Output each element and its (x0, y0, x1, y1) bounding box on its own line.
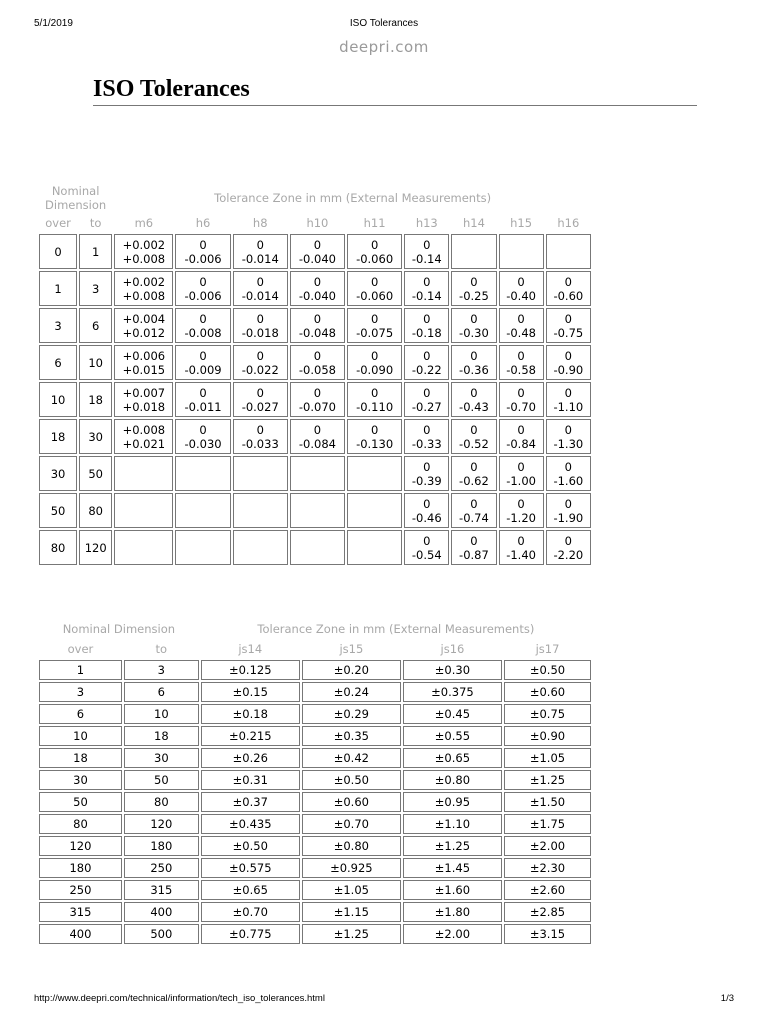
table-cell: +0.004 +0.012 (114, 308, 173, 343)
table-cell: ±0.50 (302, 770, 401, 790)
table-cell: ±3.15 (504, 924, 591, 944)
table-cell: 0 -0.060 (347, 234, 402, 269)
table-cell: 18 (39, 748, 122, 768)
table-cell: 10 (39, 382, 77, 417)
table-cell: ±0.31 (201, 770, 300, 790)
table-cell: 0 -0.14 (404, 271, 449, 306)
table-cell: 0 -0.70 (499, 382, 544, 417)
table-cell: ±0.37 (201, 792, 300, 812)
column-header-row (39, 214, 591, 232)
table-cell: 0 -1.30 (546, 419, 591, 454)
table-cell: 0 -0.048 (290, 308, 345, 343)
table-cell: 0 -2.20 (546, 530, 591, 565)
table-cell: 0 -0.040 (290, 234, 345, 269)
table-cell: ±0.70 (302, 814, 401, 834)
table-cell: 180 (124, 836, 199, 856)
table-cell: ±0.575 (201, 858, 300, 878)
column-header: js15 (339, 642, 364, 656)
table-cell: ±0.45 (403, 704, 502, 724)
table-cell: 0 -0.006 (175, 234, 230, 269)
table-cell: ±0.65 (403, 748, 502, 768)
table-cell: 18 (39, 419, 77, 454)
tolerance-table-h (37, 182, 593, 567)
table-cell: 120 (124, 814, 199, 834)
table-cell (114, 530, 173, 565)
table-cell: ±1.25 (504, 770, 591, 790)
table-cell: 0 -0.018 (233, 308, 288, 343)
table-cell: ±0.65 (201, 880, 300, 900)
table-row (39, 924, 591, 944)
source-url: http://www.deepri.com/technical/information/tech_iso_tolerances.html (34, 993, 325, 1004)
table-row (39, 880, 591, 900)
table-cell: 0 -0.110 (347, 382, 402, 417)
table-cell: 0 -0.060 (347, 271, 402, 306)
column-header: to (155, 642, 168, 656)
page-title: ISO Tolerances (93, 76, 697, 106)
table-cell: 50 (79, 456, 112, 491)
table-cell: 250 (39, 880, 122, 900)
table-cell: 315 (39, 902, 122, 922)
table-row (39, 792, 591, 812)
table-row (39, 493, 591, 528)
page-number: 1/3 (720, 993, 734, 1004)
column-header: h8 (252, 216, 268, 230)
table-cell (546, 234, 591, 269)
table-cell (290, 530, 345, 565)
column-header: m6 (134, 216, 154, 230)
table-cell: 0 -0.009 (175, 345, 230, 380)
table-row (39, 858, 591, 878)
table-row (39, 271, 591, 306)
table-cell: 0 -0.84 (499, 419, 544, 454)
table-cell: 0 -0.090 (347, 345, 402, 380)
tolerance-zone-header: Tolerance Zone in mm (External Measurements) (214, 191, 492, 205)
table-cell: 0 -0.033 (233, 419, 288, 454)
table-row (39, 456, 591, 491)
table-cell: 0 -0.070 (290, 382, 345, 417)
table-row (39, 682, 591, 702)
table-row (39, 836, 591, 856)
table-cell: 0 -0.46 (404, 493, 449, 528)
table-cell (233, 530, 288, 565)
table-cell: ±0.60 (302, 792, 401, 812)
table-cell: ±0.80 (403, 770, 502, 790)
table-row (39, 382, 591, 417)
table-cell: ±2.60 (504, 880, 591, 900)
table-cell (114, 456, 173, 491)
column-header: h16 (557, 216, 580, 230)
column-header: h14 (462, 216, 485, 230)
table-cell: 0 -0.014 (233, 234, 288, 269)
print-title: ISO Tolerances (349, 18, 419, 29)
table-cell: 315 (124, 880, 199, 900)
table-cell: 0 -0.058 (290, 345, 345, 380)
table-cell: +0.006 +0.015 (114, 345, 173, 380)
table-cell: 80 (124, 792, 199, 812)
table-cell: 250 (124, 858, 199, 878)
table-cell: 0 -1.90 (546, 493, 591, 528)
table-cell: 80 (39, 814, 122, 834)
table-cell: ±0.375 (403, 682, 502, 702)
table-cell: 3 (39, 308, 77, 343)
table-cell: ±0.70 (201, 902, 300, 922)
table-cell: 80 (79, 493, 112, 528)
table-cell: 30 (124, 748, 199, 768)
table-cell: 0 -0.33 (404, 419, 449, 454)
table-cell: 0 -1.10 (546, 382, 591, 417)
table-cell: +0.007 +0.018 (114, 382, 173, 417)
table-cell: 400 (124, 902, 199, 922)
table-cell: ±0.26 (201, 748, 300, 768)
table-cell: 0 -0.030 (175, 419, 230, 454)
table-cell: ±1.10 (403, 814, 502, 834)
table-cell (347, 530, 402, 565)
table-cell: +0.002 +0.008 (114, 234, 173, 269)
table-cell: ±0.435 (201, 814, 300, 834)
table-cell: 3 (79, 271, 112, 306)
table-cell: ±1.45 (403, 858, 502, 878)
table-cell: 3 (39, 682, 122, 702)
table-cell: ±0.215 (201, 726, 300, 746)
table-cell: ±0.35 (302, 726, 401, 746)
table-cell: ±2.00 (403, 924, 502, 944)
table-cell: 0 -0.48 (499, 308, 544, 343)
table-row (39, 530, 591, 565)
table-cell: 400 (39, 924, 122, 944)
table-cell: 180 (39, 858, 122, 878)
table-row (39, 704, 591, 724)
table-cell: 0 -0.022 (233, 345, 288, 380)
table-cell: ±1.50 (504, 792, 591, 812)
table-cell: 0 -0.027 (233, 382, 288, 417)
table-body (39, 660, 591, 944)
table-cell: ±0.42 (302, 748, 401, 768)
table-cell (347, 493, 402, 528)
column-header: js17 (535, 642, 560, 656)
table-cell: 1 (39, 660, 122, 680)
table-row (39, 308, 591, 343)
table-cell: 0 -0.25 (451, 271, 496, 306)
print-footer (34, 993, 734, 1007)
table-cell: ±0.55 (403, 726, 502, 746)
column-header-row (39, 640, 591, 658)
table-cell: ±1.05 (302, 880, 401, 900)
table-cell: 6 (39, 704, 122, 724)
brand-watermark: deepri.com (339, 38, 429, 56)
nominal-dimension-header: Nominal Dimension (45, 184, 107, 212)
table-row (39, 345, 591, 380)
table-cell (347, 456, 402, 491)
table-row (39, 814, 591, 834)
table-cell: 0 -0.54 (404, 530, 449, 565)
table-cell: ±0.60 (504, 682, 591, 702)
table-cell: 0 -0.040 (290, 271, 345, 306)
table-cell (233, 493, 288, 528)
table-cell: ±0.775 (201, 924, 300, 944)
table-cell: 6 (39, 345, 77, 380)
table-cell: ±2.00 (504, 836, 591, 856)
table-cell: 0 -0.084 (290, 419, 345, 454)
table-cell: ±1.15 (302, 902, 401, 922)
table-cell: 50 (39, 493, 77, 528)
table-cell: 0 -0.40 (499, 271, 544, 306)
table-cell: 80 (39, 530, 77, 565)
table-cell: 120 (39, 836, 122, 856)
table-cell: 6 (79, 308, 112, 343)
table-cell: 50 (39, 792, 122, 812)
table-cell: 6 (124, 682, 199, 702)
column-header: js14 (238, 642, 263, 656)
table-row (39, 902, 591, 922)
column-header: h6 (195, 216, 211, 230)
table-cell: 0 -1.60 (546, 456, 591, 491)
print-header (34, 18, 734, 32)
print-date: 5/1/2019 (34, 18, 73, 29)
table-cell (290, 456, 345, 491)
table-cell (233, 456, 288, 491)
table-cell: ±0.50 (504, 660, 591, 680)
table-cell: ±0.24 (302, 682, 401, 702)
table-cell: ±0.15 (201, 682, 300, 702)
table-row (39, 234, 591, 269)
table-cell: 500 (124, 924, 199, 944)
table-cell: +0.002 +0.008 (114, 271, 173, 306)
table-cell: 0 -0.075 (347, 308, 402, 343)
table-cell: 0 -1.00 (499, 456, 544, 491)
table-cell: 0 -0.14 (404, 234, 449, 269)
table-cell: 0 -0.60 (546, 271, 591, 306)
table-cell: ±2.30 (504, 858, 591, 878)
table-row (39, 770, 591, 790)
table-cell: 0 -0.87 (451, 530, 496, 565)
table-cell: 0 -0.43 (451, 382, 496, 417)
table-cell: 18 (124, 726, 199, 746)
table-cell: 0 -0.74 (451, 493, 496, 528)
table-cell: +0.008 +0.021 (114, 419, 173, 454)
table-cell: ±0.20 (302, 660, 401, 680)
table-cell: 30 (39, 456, 77, 491)
column-header: h10 (306, 216, 329, 230)
table-cell: 0 -0.011 (175, 382, 230, 417)
table-cell: 0 -0.62 (451, 456, 496, 491)
tolerance-table-js (37, 618, 593, 946)
table-cell: ±1.60 (403, 880, 502, 900)
table-cell: ±2.85 (504, 902, 591, 922)
table-cell: 10 (124, 704, 199, 724)
column-header: h13 (415, 216, 438, 230)
table-cell: ±0.29 (302, 704, 401, 724)
table-cell: 1 (39, 271, 77, 306)
table-row (39, 419, 591, 454)
table-cell: ±0.80 (302, 836, 401, 856)
column-header: to (89, 216, 102, 230)
table-cell: 0 -0.90 (546, 345, 591, 380)
table-cell (175, 456, 230, 491)
table-cell: 3 (124, 660, 199, 680)
table-cell: 0 -0.58 (499, 345, 544, 380)
table-cell: 0 -0.30 (451, 308, 496, 343)
table-cell: ±0.125 (201, 660, 300, 680)
table-cell: ±0.75 (504, 704, 591, 724)
column-header: js16 (440, 642, 465, 656)
table-cell: 0 -0.008 (175, 308, 230, 343)
column-header: over (67, 642, 94, 656)
table-cell: 0 -1.20 (499, 493, 544, 528)
table-cell: ±0.95 (403, 792, 502, 812)
table-cell: 0 -0.39 (404, 456, 449, 491)
table-cell: 0 -0.130 (347, 419, 402, 454)
column-header: over (45, 216, 71, 230)
table-cell: ±0.925 (302, 858, 401, 878)
table-cell: 1 (79, 234, 112, 269)
table-cell: 0 -0.52 (451, 419, 496, 454)
table-cell (290, 493, 345, 528)
table-cell: ±0.30 (403, 660, 502, 680)
table-cell: 30 (79, 419, 112, 454)
table-cell: ±1.80 (403, 902, 502, 922)
table-cell: ±1.05 (504, 748, 591, 768)
table-cell (175, 493, 230, 528)
table-cell: 120 (79, 530, 112, 565)
table-cell: 0 -0.27 (404, 382, 449, 417)
tolerance-zone-header: Tolerance Zone in mm (External Measurements) (257, 622, 535, 636)
table-cell: ±0.50 (201, 836, 300, 856)
table-cell: 0 -1.40 (499, 530, 544, 565)
table-cell: 0 -0.014 (233, 271, 288, 306)
table-cell: 50 (124, 770, 199, 790)
table-cell: 0 -0.22 (404, 345, 449, 380)
table-cell: ±1.75 (504, 814, 591, 834)
table-row (39, 660, 591, 680)
table-cell: 0 -0.18 (404, 308, 449, 343)
table-cell (114, 493, 173, 528)
table-cell: 0 -0.006 (175, 271, 230, 306)
table-cell: 0 -0.75 (546, 308, 591, 343)
table-cell: 30 (39, 770, 122, 790)
table-cell: 0 -0.36 (451, 345, 496, 380)
table-cell (175, 530, 230, 565)
table-body (39, 234, 591, 565)
table-cell: 18 (79, 382, 112, 417)
column-header: h15 (510, 216, 533, 230)
table-cell: 10 (79, 345, 112, 380)
table-cell (451, 234, 496, 269)
table-cell: ±1.25 (403, 836, 502, 856)
nominal-dimension-header: Nominal Dimension (62, 622, 176, 636)
table-cell: 0 (39, 234, 77, 269)
column-header: h11 (363, 216, 386, 230)
table-cell: ±0.90 (504, 726, 591, 746)
table-cell (499, 234, 544, 269)
table-cell: ±0.18 (201, 704, 300, 724)
table-row (39, 748, 591, 768)
table-cell: ±1.25 (302, 924, 401, 944)
table-row (39, 726, 591, 746)
table-cell: 10 (39, 726, 122, 746)
